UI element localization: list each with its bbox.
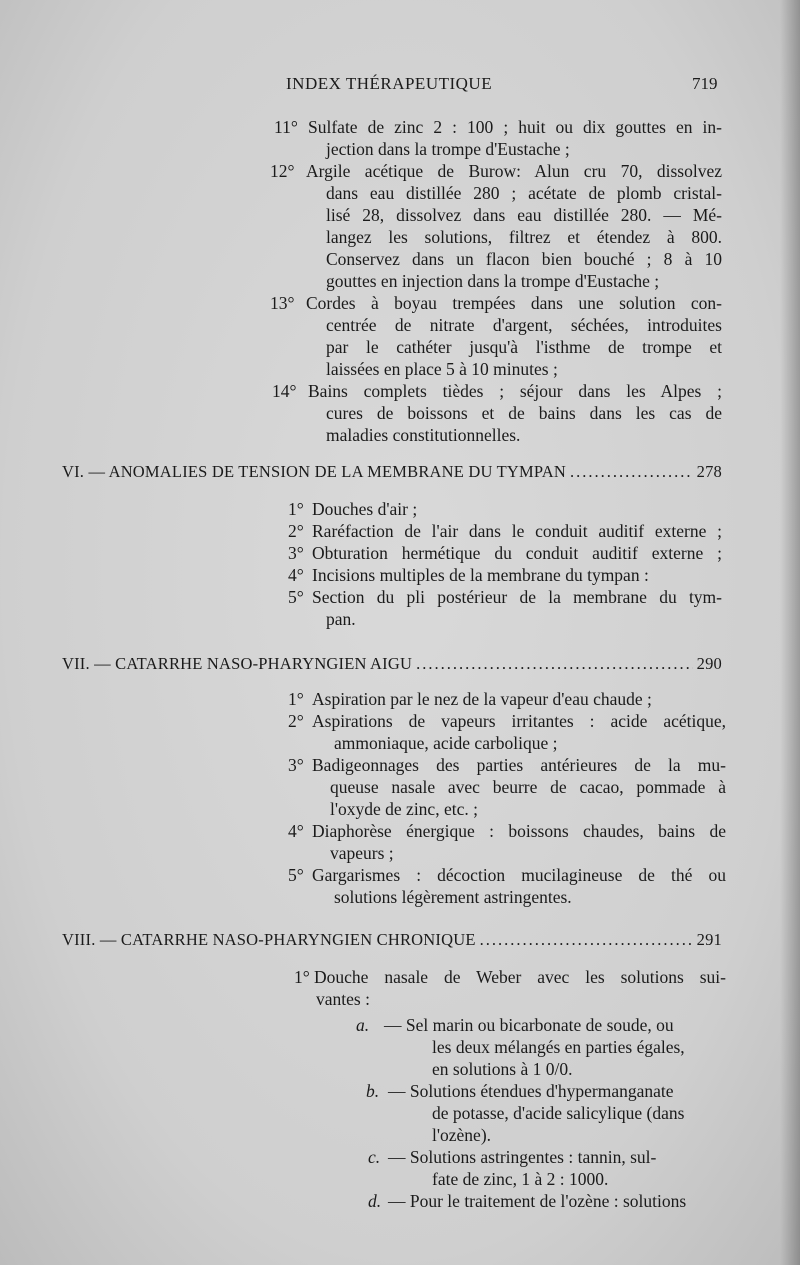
dot-leader	[480, 930, 693, 950]
item-line: Douche nasale de Weber avec les solutions sui-	[314, 967, 726, 987]
item-line: gouttes en injection dans la trompe d'Eustache ;	[326, 271, 660, 291]
item-number: 3°	[288, 543, 304, 563]
section-title: VI. — ANOMALIES DE TENSION DE LA MEMBRANE DU TYMPAN	[62, 462, 566, 481]
item-line: Aspirations de vapeurs irritantes : acide acétique,	[312, 711, 726, 731]
page-spine-shadow	[780, 0, 800, 1265]
item-line: Obturation hermétique du conduit auditif externe ;	[312, 543, 722, 563]
item-line: vapeurs ;	[330, 843, 394, 863]
item-line: maladies constitutionnelles.	[326, 425, 521, 445]
item-line: centrée de nitrate d'argent, séchées, introduites	[326, 315, 722, 335]
item-number: 2°	[288, 711, 304, 731]
item-line: Sulfate de zinc 2 : 100 ; huit ou dix gouttes en in-	[308, 117, 722, 137]
item-line: jection dans la trompe d'Eustache ;	[326, 139, 570, 159]
item-line: Argile acétique de Burow: Alun cru 70, dissolvez	[306, 161, 722, 181]
subitem-line: en solutions à 1 0/0.	[432, 1059, 573, 1079]
item-line: Gargarismes : décoction mucilagineuse de thé ou	[312, 865, 726, 885]
subitem-line: fate de zinc, 1 à 2 : 1000.	[432, 1169, 609, 1189]
item-line: vantes :	[316, 989, 370, 1009]
item-line: laissées en place 5 à 10 minutes ;	[326, 359, 558, 379]
item-number: 13°	[270, 293, 295, 313]
item-line: solutions légèrement astringentes.	[334, 887, 572, 907]
section-page-ref: 278	[696, 462, 722, 481]
item-line: lisé 28, dissolvez dans eau distillée 280. — Mé-	[326, 205, 722, 225]
item-line: cures de boissons et de bains dans les cas de	[326, 403, 722, 423]
subitem-line: de potasse, d'acide salicylique (dans	[432, 1103, 685, 1123]
subitem-line: les deux mélangés en parties égales,	[432, 1037, 685, 1057]
item-line: Conservez dans un flacon bien bouché ; 8 à 10	[326, 249, 722, 269]
item-line: Diaphorèse énergique : boissons chaudes, bains de	[312, 821, 726, 841]
item-number: 3°	[288, 755, 304, 775]
item-number: 14°	[272, 381, 297, 401]
section-page-ref: 291	[696, 930, 722, 949]
item-number: 5°	[288, 865, 304, 885]
subitem-letter: d.	[368, 1191, 382, 1211]
item-line: queuse nasale avec beurre de cacao, pommade à	[330, 777, 726, 797]
item-number: 4°	[288, 821, 304, 841]
item-line: l'oxyde de zinc, etc. ;	[330, 799, 478, 819]
section-heading	[62, 462, 722, 482]
subitem-line: — Solutions étendues d'hypermanganate	[388, 1081, 674, 1101]
dot-leader	[570, 462, 693, 482]
item-number: 1°	[288, 689, 304, 709]
item-number: 12°	[270, 161, 295, 181]
item-line: Douches d'air ;	[312, 499, 418, 519]
item-line: Raréfaction de l'air dans le conduit auditif externe ;	[312, 521, 722, 541]
subitem-letter: b.	[366, 1081, 380, 1101]
item-line: Cordes à boyau trempées dans une solution con-	[306, 293, 722, 313]
subitem-line: — Sel marin ou bicarbonate de soude, ou	[384, 1015, 674, 1035]
section-title: VII. — CATARRHE NASO-PHARYNGIEN AIGU	[62, 654, 413, 673]
page-number: 719	[692, 74, 718, 93]
item-number: 5°	[288, 587, 304, 607]
section-page-ref: 290	[696, 654, 722, 673]
subitem-line: l'ozène).	[432, 1125, 492, 1145]
section-heading	[62, 654, 722, 674]
item-line: Bains complets tièdes ; séjour dans les Alpes ;	[308, 381, 722, 401]
item-line: Section du pli postérieur de la membrane du tym-	[312, 587, 722, 607]
item-line: Badigeonnages des parties antérieures de la mu-	[312, 755, 726, 775]
item-number: 1°	[294, 967, 310, 987]
section-heading	[62, 930, 722, 950]
item-line: par le cathéter jusqu'à l'isthme de trompe et	[326, 337, 722, 357]
subitem-line: — Pour le traitement de l'ozène : solutions	[388, 1191, 687, 1211]
item-line: pan.	[326, 609, 356, 629]
item-line: langez les solutions, filtrez et étendez à 800.	[326, 227, 722, 247]
running-header	[0, 74, 800, 102]
item-line: Incisions multiples de la membrane du tympan :	[312, 565, 649, 585]
item-line: Aspiration par le nez de la vapeur d'eau chaude ;	[312, 689, 652, 709]
dot-leader	[416, 654, 693, 674]
subitem-letter: a.	[356, 1015, 370, 1035]
running-title: INDEX THÉRAPEUTIQUE	[286, 74, 493, 93]
section-title: VIII. — CATARRHE NASO-PHARYNGIEN CHRONIQUE	[62, 930, 476, 949]
item-line: ammoniaque, acide carbolique ;	[334, 733, 558, 753]
item-number: 2°	[288, 521, 304, 541]
item-number: 1°	[288, 499, 304, 519]
subitem-letter: c.	[368, 1147, 381, 1167]
item-line: dans eau distillée 280 ; acétate de plomb cristal-	[326, 183, 722, 203]
item-number: 11°	[274, 117, 298, 137]
subitem-line: — Solutions astringentes : tannin, sul-	[388, 1147, 657, 1167]
item-number: 4°	[288, 565, 304, 585]
